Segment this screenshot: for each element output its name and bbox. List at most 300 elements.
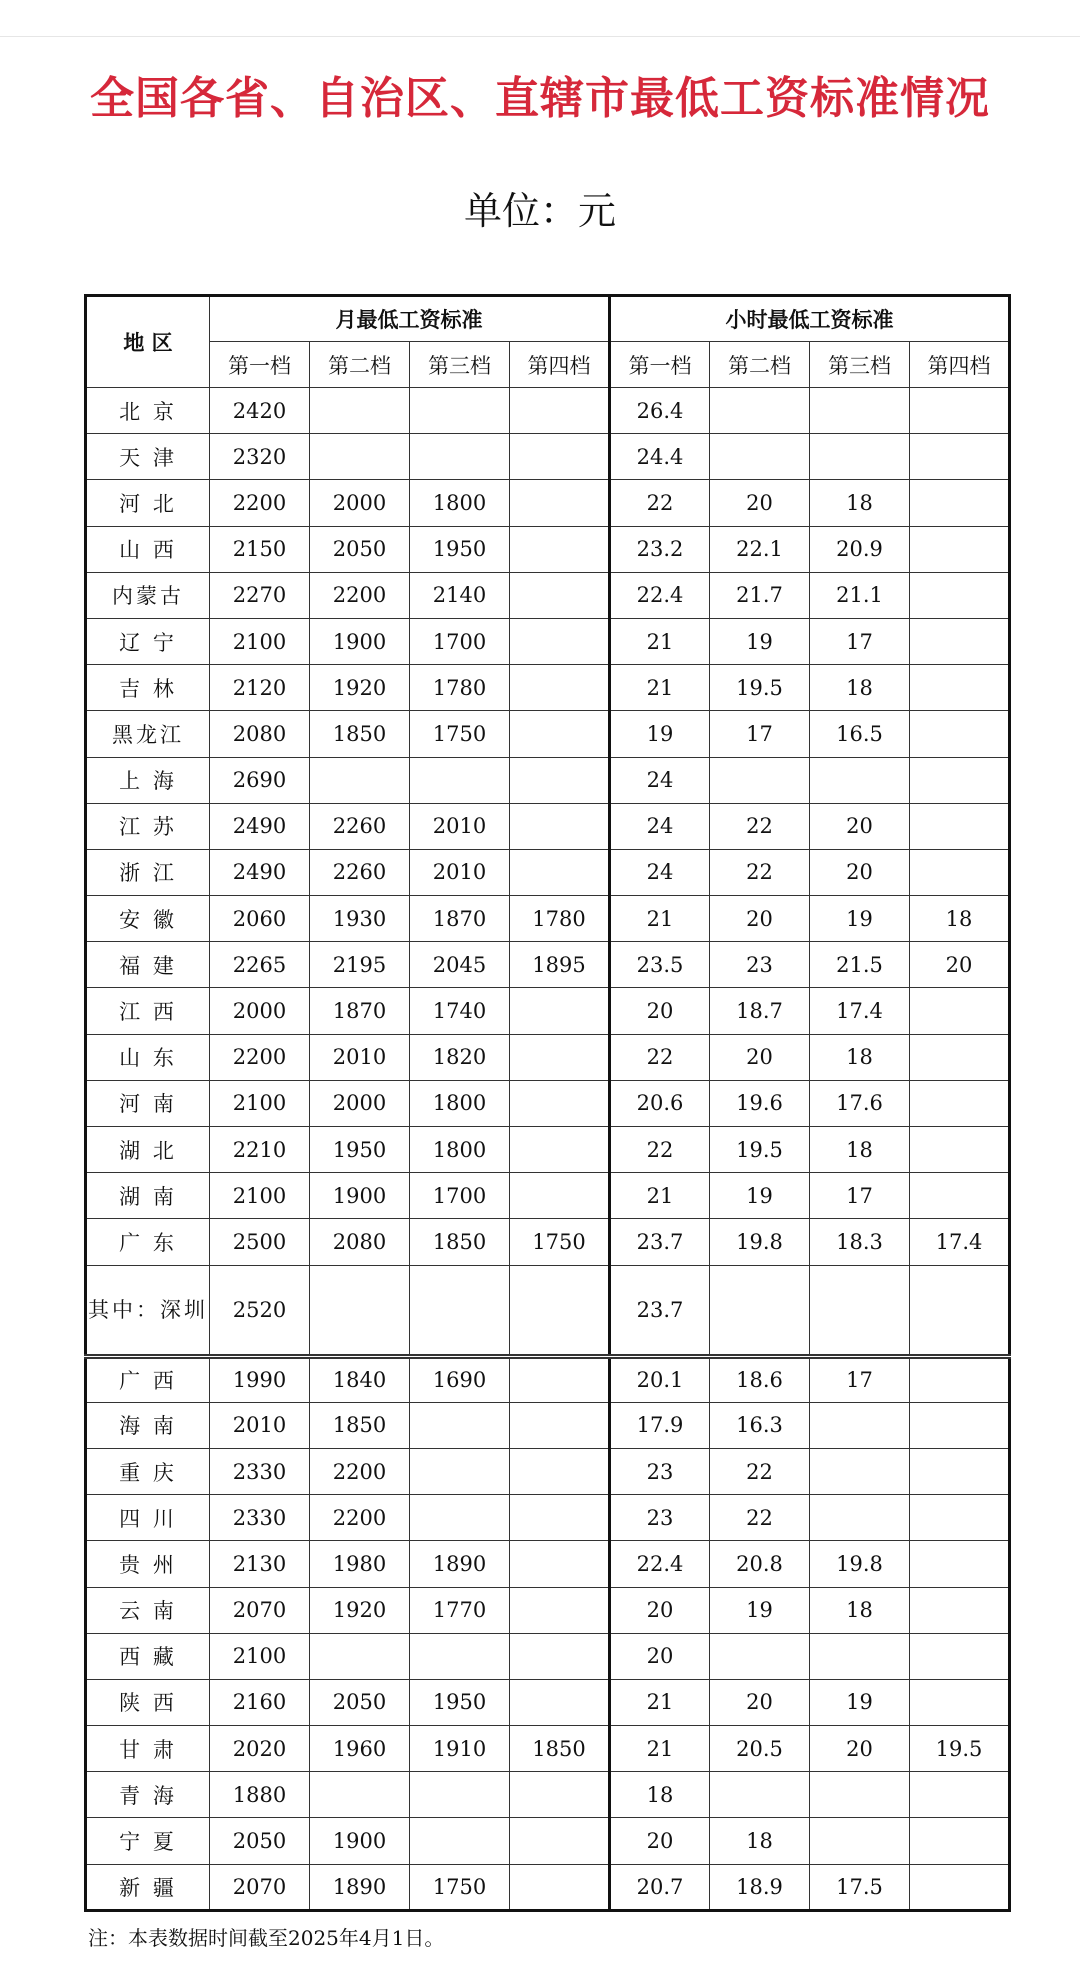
monthly-tier-3-cell: 2010 [410,849,510,895]
hourly-tier-2-cell: 22 [710,1448,810,1494]
hourly-tier-1-cell: 26.4 [610,388,710,434]
monthly-tier-1-cell: 2265 [210,942,310,988]
region-cell: 湖 南 [86,1173,210,1219]
page-title: 全国各省、自治区、直辖市最低工资标准情况 [90,73,990,124]
hourly-tier-1-cell: 23 [610,1495,710,1541]
hourly-tier-2-cell: 19.5 [710,1127,810,1173]
table-row [86,1402,1010,1448]
monthly-tier-3-cell: 1850 [410,1219,510,1265]
monthly-tier-3-cell: 1890 [410,1541,510,1587]
region-cell: 吉 林 [86,665,210,711]
hourly-tier-1-cell: 24 [610,849,710,895]
monthly-tier-2-cell: 2000 [310,1080,410,1126]
region-cell: 陕 西 [86,1679,210,1725]
monthly-tier-1-cell: 2100 [210,1080,310,1126]
monthly-tier-4-cell [510,665,610,711]
monthly-tier-3-cell [410,1448,510,1494]
hourly-tier-1-cell: 22 [610,480,710,526]
monthly-tier-4-cell [510,1818,610,1864]
hourly-tier-4-cell [910,1864,1010,1910]
monthly-tier-2-cell: 2010 [310,1034,410,1080]
hourly-tier-2-cell: 20 [710,896,810,942]
hourly-tier-2-cell: 19.5 [710,665,810,711]
monthly-tier-1-cell: 2150 [210,526,310,572]
monthly-tier-1-cell: 1880 [210,1772,310,1818]
region-cell: 甘 肃 [86,1726,210,1772]
monthly-tier-2-cell [310,434,410,480]
monthly-tier-4-cell [510,480,610,526]
monthly-tier-1-cell: 2500 [210,1219,310,1265]
hourly-tier-3-cell: 20.9 [810,526,910,572]
monthly-tier-2-cell [310,388,410,434]
hourly-tier-1-cell: 21 [610,1679,710,1725]
region-cell: 安 徽 [86,896,210,942]
hourly-tier-4-cell [910,526,1010,572]
monthly-tier-1-cell: 1990 [210,1356,310,1402]
monthly-header: 月最低工资标准 [210,296,610,342]
monthly-tier-1-cell: 2010 [210,1402,310,1448]
hourly-tier-1-cell: 22 [610,1127,710,1173]
monthly-tier-4-cell [510,849,610,895]
monthly-tier-3-cell [410,388,510,434]
monthly-tier-1-header: 第一档 [210,342,310,388]
hourly-tier-4-cell [910,1541,1010,1587]
monthly-tier-4-cell [510,1034,610,1080]
region-cell: 湖 北 [86,1127,210,1173]
hourly-tier-4-cell [910,1772,1010,1818]
hourly-tier-3-cell: 17 [810,1173,910,1219]
hourly-tier-1-cell: 23.7 [610,1219,710,1265]
monthly-tier-1-cell: 2160 [210,1679,310,1725]
monthly-tier-1-cell: 2120 [210,665,310,711]
region-cell: 宁 夏 [86,1818,210,1864]
monthly-tier-3-cell: 1800 [410,1127,510,1173]
hourly-tier-1-cell: 22 [610,1034,710,1080]
hourly-tier-3-cell [810,1402,910,1448]
table-row [86,1679,1010,1725]
monthly-tier-4-cell [510,1679,610,1725]
monthly-tier-3-cell: 2010 [410,803,510,849]
monthly-tier-3-cell: 1800 [410,1080,510,1126]
monthly-tier-4-cell [510,711,610,757]
monthly-tier-1-cell: 2020 [210,1726,310,1772]
monthly-tier-2-cell: 1890 [310,1864,410,1910]
monthly-tier-3-cell: 1800 [410,480,510,526]
hourly-tier-2-cell: 19 [710,618,810,664]
hourly-tier-3-cell [810,757,910,803]
hourly-tier-1-cell: 24.4 [610,434,710,480]
hourly-tier-1-cell: 20.1 [610,1356,710,1402]
monthly-tier-4-cell [510,1402,610,1448]
hourly-tier-3-cell [810,388,910,434]
hourly-tier-4-cell: 19.5 [910,1726,1010,1772]
monthly-tier-3-cell [410,757,510,803]
table-row [86,1080,1010,1126]
region-cell: 广 东 [86,1219,210,1265]
hourly-tier-4-cell [910,618,1010,664]
table-row [86,1173,1010,1219]
monthly-tier-4-cell [510,1633,610,1679]
hourly-tier-3-cell: 17.4 [810,988,910,1034]
hourly-tier-2-cell: 20 [710,1034,810,1080]
monthly-tier-4-cell: 1780 [510,896,610,942]
hourly-tier-3-cell: 19 [810,896,910,942]
hourly-tier-1-cell: 21 [610,1726,710,1772]
hourly-tier-4-cell [910,480,1010,526]
monthly-tier-2-cell: 2195 [310,942,410,988]
hourly-tier-1-cell: 20.6 [610,1080,710,1126]
hourly-tier-4-cell [910,434,1010,480]
monthly-tier-1-cell: 2070 [210,1587,310,1633]
hourly-tier-4-cell [910,1818,1010,1864]
hourly-tier-4-cell [910,1034,1010,1080]
hourly-tier-4-cell: 20 [910,942,1010,988]
hourly-tier-3-cell [810,1265,910,1356]
region-cell: 海 南 [86,1402,210,1448]
monthly-tier-2-cell: 1900 [310,618,410,664]
hourly-tier-4-cell [910,849,1010,895]
table-row [86,757,1010,803]
hourly-tier-2-cell: 20 [710,480,810,526]
footnote: 注：本表数据时间截至2025年4月1日。 [88,1926,445,1950]
hourly-tier-2-cell: 18.7 [710,988,810,1034]
monthly-tier-4-cell [510,1448,610,1494]
monthly-tier-3-cell [410,1772,510,1818]
region-cell: 上 海 [86,757,210,803]
table-row [86,665,1010,711]
hourly-tier-4-cell [910,1495,1010,1541]
monthly-tier-4-cell [510,434,610,480]
hourly-tier-3-cell [810,434,910,480]
region-cell: 福 建 [86,942,210,988]
hourly-tier-1-cell: 24 [610,757,710,803]
region-cell: 辽 宁 [86,618,210,664]
hourly-tier-3-cell [810,1633,910,1679]
region-cell: 西 藏 [86,1633,210,1679]
hourly-tier-1-cell: 24 [610,803,710,849]
hourly-tier-4-cell [910,1356,1010,1402]
hourly-tier-2-cell [710,388,810,434]
table-row [86,896,1010,942]
region-cell: 新 疆 [86,1864,210,1910]
region-cell: 江 苏 [86,803,210,849]
monthly-tier-3-cell: 1700 [410,618,510,664]
monthly-tier-3-cell [410,1633,510,1679]
hourly-tier-3-cell: 18 [810,1034,910,1080]
hourly-tier-3-cell [810,1818,910,1864]
table-row [86,1772,1010,1818]
monthly-tier-4-cell: 1850 [510,1726,610,1772]
table-row [86,942,1010,988]
monthly-tier-1-cell: 2490 [210,803,310,849]
hourly-tier-3-cell: 18 [810,1127,910,1173]
table-row [86,526,1010,572]
hourly-tier-4-cell [910,1679,1010,1725]
top-divider [0,36,1080,37]
hourly-tier-1-cell: 20 [610,988,710,1034]
table-row [86,1726,1010,1772]
hourly-tier-1-cell: 20.7 [610,1864,710,1910]
monthly-tier-2-cell: 1920 [310,665,410,711]
table-row [86,1448,1010,1494]
table-row [86,988,1010,1034]
hourly-tier-4-cell [910,803,1010,849]
monthly-tier-1-cell: 2520 [210,1265,310,1356]
monthly-tier-4-cell [510,1173,610,1219]
region-cell: 江 西 [86,988,210,1034]
hourly-tier-2-cell: 22 [710,1495,810,1541]
hourly-tier-2-cell: 21.7 [710,572,810,618]
monthly-tier-2-cell: 2000 [310,480,410,526]
monthly-tier-2-cell: 1980 [310,1541,410,1587]
table-row [86,434,1010,480]
hourly-tier-3-cell [810,1495,910,1541]
hourly-tier-1-cell: 20 [610,1633,710,1679]
region-cell: 黑龙江 [86,711,210,757]
monthly-tier-2-cell [310,1772,410,1818]
hourly-tier-3-cell: 16.5 [810,711,910,757]
hourly-tier-3-cell: 21.5 [810,942,910,988]
hourly-tier-1-cell: 19 [610,711,710,757]
monthly-tier-2-header: 第二档 [310,342,410,388]
hourly-tier-2-cell [710,757,810,803]
hourly-tier-1-cell: 23.5 [610,942,710,988]
table-row [86,388,1010,434]
region-cell: 河 南 [86,1080,210,1126]
region-cell: 青 海 [86,1772,210,1818]
monthly-tier-4-cell [510,1541,610,1587]
monthly-tier-4-header: 第四档 [510,342,610,388]
monthly-tier-3-cell: 1780 [410,665,510,711]
monthly-tier-3-cell [410,1495,510,1541]
monthly-tier-2-cell: 1960 [310,1726,410,1772]
hourly-tier-2-cell: 18 [710,1818,810,1864]
hourly-tier-1-cell: 20 [610,1818,710,1864]
monthly-tier-3-cell [410,1818,510,1864]
hourly-tier-2-header: 第二档 [710,342,810,388]
hourly-tier-3-cell: 19 [810,1679,910,1725]
hourly-tier-2-cell: 20 [710,1679,810,1725]
monthly-tier-4-cell [510,757,610,803]
monthly-tier-2-cell: 2260 [310,849,410,895]
monthly-tier-2-cell: 1870 [310,988,410,1034]
monthly-tier-1-cell: 2330 [210,1495,310,1541]
monthly-tier-2-cell: 2200 [310,572,410,618]
monthly-tier-1-cell: 2050 [210,1818,310,1864]
hourly-tier-2-cell: 19.8 [710,1219,810,1265]
hourly-tier-4-cell [910,388,1010,434]
hourly-tier-3-cell: 20 [810,1726,910,1772]
table-row [86,1034,1010,1080]
hourly-tier-2-cell: 20.8 [710,1541,810,1587]
region-cell: 山 东 [86,1034,210,1080]
monthly-tier-2-cell [310,757,410,803]
minimum-wage-table [84,294,1011,1912]
region-cell: 浙 江 [86,849,210,895]
monthly-tier-2-cell: 2200 [310,1448,410,1494]
hourly-tier-2-cell: 19 [710,1587,810,1633]
hourly-tier-2-cell: 22 [710,849,810,895]
hourly-tier-2-cell: 16.3 [710,1402,810,1448]
monthly-tier-2-cell: 2050 [310,1679,410,1725]
hourly-tier-4-cell [910,1402,1010,1448]
monthly-tier-2-cell [310,1633,410,1679]
monthly-tier-2-cell: 2200 [310,1495,410,1541]
monthly-tier-1-cell: 2100 [210,1633,310,1679]
table-row [86,1541,1010,1587]
region-cell: 山 西 [86,526,210,572]
monthly-tier-3-header: 第三档 [410,342,510,388]
monthly-tier-1-cell: 2210 [210,1127,310,1173]
hourly-tier-3-cell: 20 [810,803,910,849]
monthly-tier-2-cell: 1900 [310,1173,410,1219]
monthly-tier-3-cell: 1950 [410,526,510,572]
hourly-tier-4-cell: 18 [910,896,1010,942]
hourly-tier-1-cell: 18 [610,1772,710,1818]
hourly-tier-4-header: 第四档 [910,342,1010,388]
hourly-tier-3-cell: 18.3 [810,1219,910,1265]
table-row [86,1818,1010,1864]
hourly-tier-2-cell [710,1265,810,1356]
region-cell: 云 南 [86,1587,210,1633]
monthly-tier-4-cell [510,1772,610,1818]
monthly-tier-3-cell: 2045 [410,942,510,988]
table-row [86,572,1010,618]
hourly-tier-4-cell: 17.4 [910,1219,1010,1265]
monthly-tier-3-cell: 1950 [410,1679,510,1725]
monthly-tier-3-cell [410,434,510,480]
monthly-tier-3-cell: 1910 [410,1726,510,1772]
hourly-tier-3-cell: 17 [810,1356,910,1402]
hourly-tier-4-cell [910,1265,1010,1356]
hourly-tier-2-cell: 22.1 [710,526,810,572]
monthly-tier-4-cell [510,1864,610,1910]
monthly-tier-2-cell: 1950 [310,1127,410,1173]
table-row [86,1127,1010,1173]
monthly-tier-4-cell [510,572,610,618]
hourly-tier-1-header: 第一档 [610,342,710,388]
monthly-tier-1-cell: 2330 [210,1448,310,1494]
hourly-tier-3-cell: 17 [810,618,910,664]
table-row [86,803,1010,849]
hourly-tier-2-cell: 18.9 [710,1864,810,1910]
table-row [86,1864,1010,1910]
hourly-tier-3-cell: 20 [810,849,910,895]
region-header: 地 区 [86,296,210,388]
table-row [86,1495,1010,1541]
monthly-tier-4-cell [510,803,610,849]
hourly-tier-4-cell [910,572,1010,618]
table-row [86,1633,1010,1679]
monthly-tier-2-cell: 2260 [310,803,410,849]
monthly-tier-3-cell: 1700 [410,1173,510,1219]
hourly-tier-4-cell [910,988,1010,1034]
hourly-tier-2-cell [710,434,810,480]
monthly-tier-1-cell: 2200 [210,1034,310,1080]
hourly-tier-4-cell [910,1587,1010,1633]
hourly-tier-2-cell: 18.6 [710,1356,810,1402]
monthly-tier-1-cell: 2420 [210,388,310,434]
hourly-tier-2-cell [710,1772,810,1818]
hourly-tier-1-cell: 23.2 [610,526,710,572]
monthly-tier-1-cell: 2100 [210,1173,310,1219]
hourly-tier-1-cell: 17.9 [610,1402,710,1448]
monthly-tier-3-cell: 2140 [410,572,510,618]
hourly-tier-4-cell [910,1633,1010,1679]
hourly-tier-4-cell [910,757,1010,803]
table-row [86,1587,1010,1633]
monthly-tier-1-cell: 2000 [210,988,310,1034]
hourly-tier-4-cell [910,1173,1010,1219]
table-row [86,711,1010,757]
hourly-tier-1-cell: 22.4 [610,1541,710,1587]
monthly-tier-4-cell: 1895 [510,942,610,988]
table-row [86,1356,1010,1402]
hourly-tier-2-cell: 19.6 [710,1080,810,1126]
region-cell: 四 川 [86,1495,210,1541]
monthly-tier-2-cell: 2050 [310,526,410,572]
hourly-tier-3-cell: 19.8 [810,1541,910,1587]
monthly-tier-3-cell: 1750 [410,1864,510,1910]
monthly-tier-3-cell: 1740 [410,988,510,1034]
region-cell: 河 北 [86,480,210,526]
monthly-tier-4-cell [510,1265,610,1356]
hourly-tier-3-cell [810,1772,910,1818]
monthly-tier-4-cell [510,1495,610,1541]
hourly-tier-3-cell: 17.5 [810,1864,910,1910]
hourly-tier-3-cell: 17.6 [810,1080,910,1126]
hourly-tier-1-cell: 21 [610,618,710,664]
monthly-tier-1-cell: 2320 [210,434,310,480]
hourly-header: 小时最低工资标准 [610,296,1010,342]
monthly-tier-2-cell: 1850 [310,1402,410,1448]
monthly-tier-4-cell [510,388,610,434]
monthly-tier-2-cell: 1850 [310,711,410,757]
region-cell: 内蒙古 [86,572,210,618]
monthly-tier-2-cell: 1840 [310,1356,410,1402]
monthly-tier-3-cell [410,1265,510,1356]
monthly-tier-4-cell [510,1127,610,1173]
monthly-tier-1-cell: 2130 [210,1541,310,1587]
table-row [86,1219,1010,1265]
region-cell: 贵 州 [86,1541,210,1587]
region-cell: 重 庆 [86,1448,210,1494]
hourly-tier-4-cell [910,711,1010,757]
monthly-tier-2-cell: 1920 [310,1587,410,1633]
monthly-tier-2-cell [310,1265,410,1356]
unit-label: 单位：元 [463,189,616,233]
monthly-tier-4-cell [510,526,610,572]
monthly-tier-3-cell: 1820 [410,1034,510,1080]
monthly-tier-4-cell [510,988,610,1034]
hourly-tier-3-header: 第三档 [810,342,910,388]
hourly-tier-2-cell: 19 [710,1173,810,1219]
hourly-tier-2-cell: 22 [710,803,810,849]
hourly-tier-4-cell [910,1127,1010,1173]
region-cell: 其中：深圳 [86,1265,210,1356]
hourly-tier-2-cell: 17 [710,711,810,757]
hourly-tier-1-cell: 21 [610,896,710,942]
monthly-tier-1-cell: 2490 [210,849,310,895]
table-row [86,1265,1010,1356]
hourly-tier-1-cell: 20 [610,1587,710,1633]
table-row [86,480,1010,526]
monthly-tier-1-cell: 2100 [210,618,310,664]
hourly-tier-3-cell: 21.1 [810,572,910,618]
monthly-tier-4-cell [510,1587,610,1633]
hourly-tier-1-cell: 23 [610,1448,710,1494]
hourly-tier-2-cell: 20.5 [710,1726,810,1772]
